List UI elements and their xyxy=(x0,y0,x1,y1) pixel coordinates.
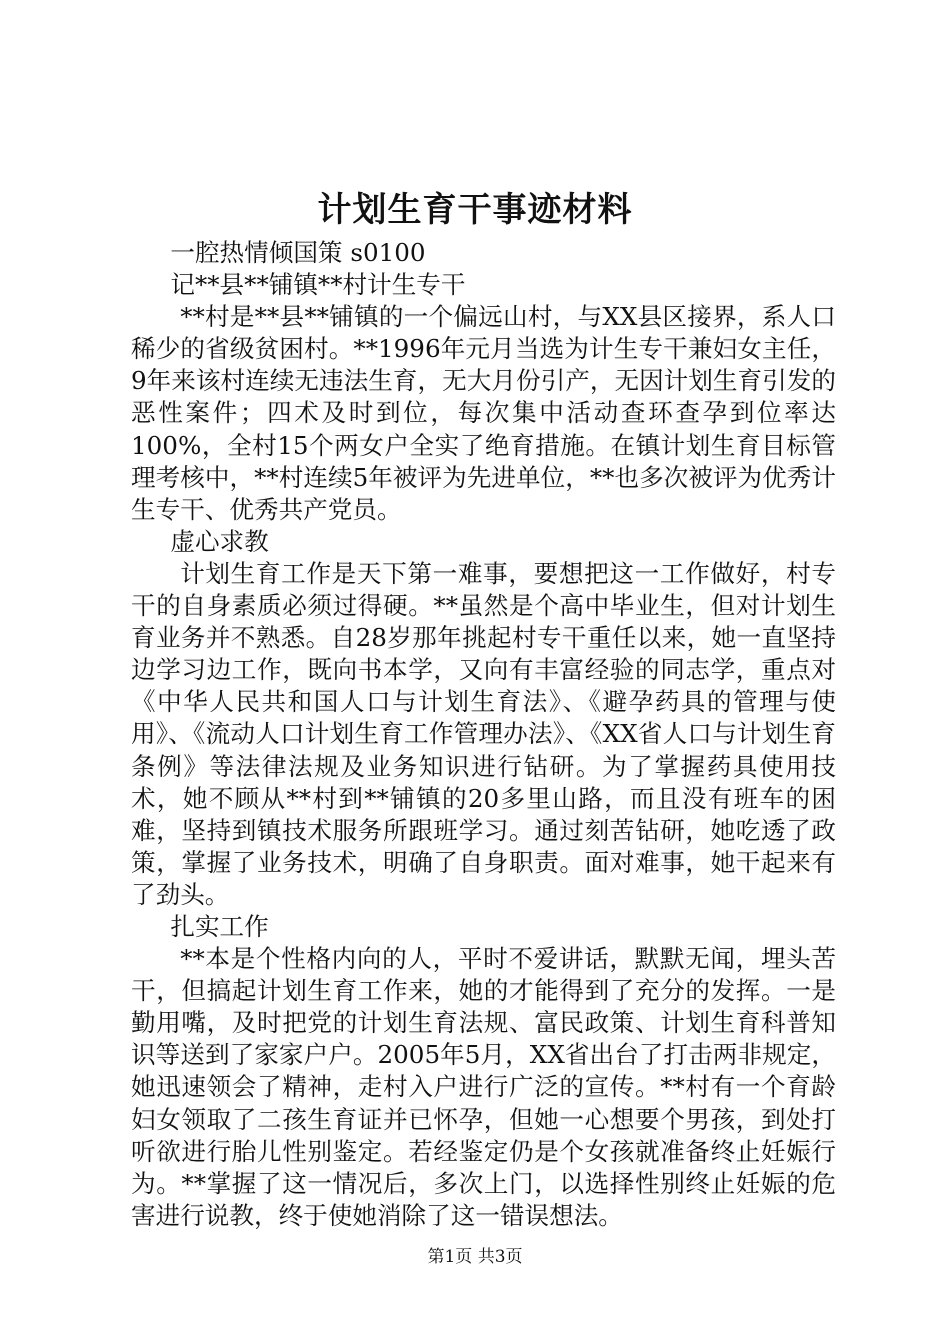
byline: 记**县**铺镇**村计生专干 xyxy=(170,270,466,300)
subtitle-line: 一腔热情倾国策 s0100 xyxy=(170,238,426,267)
paragraph-study: 计划生育工作是天下第一难事，要想把这一工作做好，村专干的自身素质必须过得硬。**虽然是个高中毕业生，但对计划生育业务并不熟悉。自28岁那年挑起村专干重任以来，她一直坚持边学习边工作，既向书本学，又向有丰富经验的同志学，重点对《中华人民共和国人口与计划生育法》、《避孕药具的管理与使用》、《流动人口计划生育工作管理办法》、《XX省人口与计划生育条例》等法律法规及业务知识进行钻研。为了掌握药具使用技术，她不顾从**村到**铺镇的20多里山路，而且没有班车的困难，坚持到镇技术服务所跟班学习。通过刻苦钻研，她吃透了政策，掌握了业务技术，明确了自身职责。面对难事，她干起来有了劲头。 xyxy=(131,558,836,909)
paragraph-work: **本是个性格内向的人，平时不爱讲话，默默无闻，埋头苦干，但搞起计划生育工作来，她的才能得到了充分的发挥。一是勤用嘴，及时把党的计划生育法规、富民政策、计划生育科普知识等送到了家家户户。2005年5月，XX省出台了打击两非规定，她迅速领会了精神，走村入户进行广泛的宣传。**村有一个育龄妇女领取了二孩生育证并已怀孕，但她一心想要个男孩，到处打听欲进行胎儿性别鉴定。若经鉴定仍是个女孩就准备终止妊娠行为。**掌握了这一情况后，多次上门，以选择性别终止妊娠的危害进行说教，终于使她消除了这一错误想法。 xyxy=(131,944,836,1230)
paragraph-intro: **村是**县**铺镇的一个偏远山村，与XX县区接界，系人口稀少的省级贫困村。**1996年元月当选为计生专干兼妇女主任，9年来该村连续无违法生育，无大月份引产，无因计划生育引发的恶性案件；四术及时到位，每次集中活动查环查孕到位率达100%，全村15个两女户全实了绝育措施。在镇计划生育目标管理考核中，**村连续5年被评为先进单位，**也多次被评为优秀计生专干、优秀共产党员。 xyxy=(131,302,836,524)
page-footer: 第1页 共3页 xyxy=(427,1247,523,1267)
section-heading-work: 扎实工作 xyxy=(170,911,269,941)
document-title: 计划生育干事迹材料 xyxy=(317,190,633,230)
document-body xyxy=(131,237,836,1232)
section-heading-study: 虚心求教 xyxy=(170,526,269,556)
